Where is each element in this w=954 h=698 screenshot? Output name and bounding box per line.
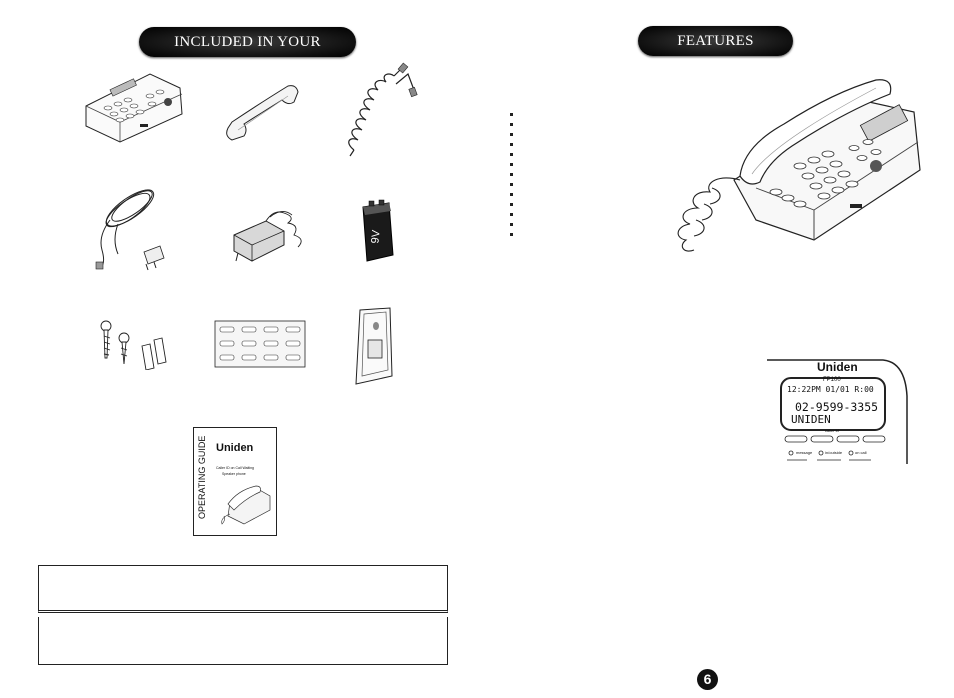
- screws-and-anchors-illustration: [96, 318, 176, 370]
- coiled-cord-illustration: [340, 62, 424, 158]
- manual-phone-image: [216, 482, 272, 526]
- display-caller-name: UNIDEN: [791, 413, 831, 426]
- battery-illustration: [357, 199, 397, 263]
- phone-base-illustration: [80, 66, 186, 146]
- display-phone-number: 02-9599-3355: [795, 400, 879, 414]
- display-brand: Uniden: [817, 360, 858, 374]
- display-caller-id-label: caller id: [825, 428, 839, 433]
- key-labels-sheet-illustration: [214, 320, 306, 368]
- info-box-top: [38, 565, 448, 613]
- included-in-package-header: INCLUDED IN YOUR PACKAGE: [139, 27, 356, 57]
- feature-bullet-list: [510, 113, 514, 245]
- led-message-label: message: [796, 450, 813, 455]
- page-number-badge: 6: [697, 669, 718, 690]
- caller-id-display-closeup: [765, 356, 911, 468]
- manual-subtitle-2: Speaker phone: [222, 472, 246, 476]
- operating-guide-booklet: [193, 427, 277, 536]
- ac-adaptor-illustration: [226, 205, 312, 265]
- display-time-date: 12:22PM 01/01 R:00: [787, 385, 874, 394]
- info-box-bottom: [38, 617, 448, 665]
- display-model: FP100: [823, 377, 841, 383]
- wall-bracket-illustration: [352, 306, 398, 386]
- operating-guide-spine-label: OPERATING GUIDE: [197, 435, 207, 519]
- led-inoutside-label: in/outside: [825, 450, 843, 455]
- manual-subtitle-1: Caller ID on Call Waiting: [216, 466, 254, 470]
- battery-label: 9V: [369, 229, 383, 244]
- features-header: FEATURES: [638, 26, 793, 56]
- led-oncall-label: on call: [855, 450, 867, 455]
- phone-feature-illustration: [664, 70, 928, 254]
- manual-brand: Uniden: [216, 442, 254, 454]
- line-cord-illustration: [88, 184, 170, 274]
- handset-illustration: [222, 80, 302, 144]
